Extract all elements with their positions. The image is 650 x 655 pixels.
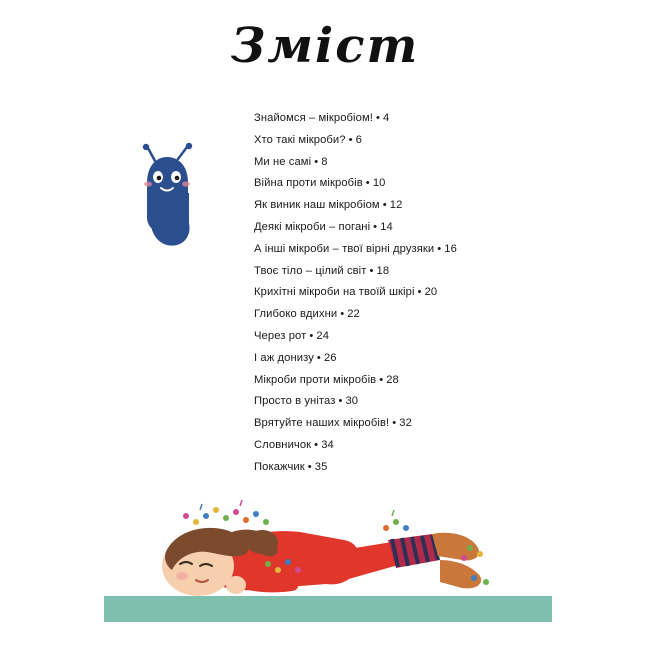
toc-entry-label: Як виник наш мікробіом (254, 199, 380, 212)
toc-entry-label: Деякі мікроби – погані (254, 220, 371, 233)
toc-entry-label: Крихітні мікроби на твоїй шкірі (254, 286, 415, 299)
toc-separator: • (437, 242, 442, 255)
toc-entry-page: 6 (355, 133, 362, 146)
toc-entry[interactable] (254, 178, 614, 189)
toc-entry-page: 24 (316, 329, 330, 342)
toc-entry[interactable] (254, 135, 614, 146)
toc-entry-label: Війна проти мікробів (254, 177, 363, 190)
toc-entry-page: 12 (389, 199, 403, 212)
toc-entry-page: 10 (372, 177, 386, 190)
toc-entry[interactable] (254, 440, 614, 451)
toc-entry[interactable] (254, 353, 614, 364)
toc-entry[interactable] (254, 331, 614, 342)
toc-entry-page: 8 (321, 155, 328, 168)
toc-separator: • (309, 329, 314, 342)
toc-separator: • (348, 133, 353, 146)
toc-entry[interactable] (254, 462, 614, 473)
toc-entry-label: Твоє тіло – цілий світ (254, 264, 367, 277)
toc-entry-label: Словничок (254, 438, 312, 451)
toc-separator: • (316, 351, 321, 364)
toc-separator: • (365, 177, 370, 190)
toc-entry-page: 18 (376, 264, 390, 277)
toc-entry[interactable] (254, 113, 614, 124)
toc-entry-label: Через рот (254, 329, 307, 342)
toc-entry[interactable] (254, 375, 614, 386)
toc-separator: • (375, 112, 380, 124)
toc-entry-page: 26 (323, 351, 337, 364)
toc-entry-label: Покажчик (254, 460, 305, 473)
toc-entry[interactable] (254, 200, 614, 211)
toc-separator: • (373, 220, 378, 233)
toc-entry[interactable] (254, 244, 614, 255)
toc-separator: • (314, 155, 319, 168)
toc-entry-page: 35 (314, 460, 328, 473)
toc-entry[interactable] (254, 287, 614, 298)
toc-entry[interactable] (254, 222, 614, 233)
toc-entry-label: І аж донизу (254, 351, 314, 364)
toc-entry[interactable] (254, 418, 614, 429)
toc-separator: • (382, 199, 387, 212)
toc-entry-page: 14 (380, 220, 393, 233)
blue-worm-illustration (131, 143, 217, 258)
toc-entry[interactable] (254, 157, 614, 168)
toc-entry-label: Мікроби проти мікробів (254, 373, 377, 386)
toc-entry-label: Хто такі мікроби? (254, 133, 346, 146)
toc-entry-page: 32 (399, 417, 412, 430)
toc-entry-label: Знайомся – мікробіом! (254, 112, 373, 124)
toc-entry-label: Врятуйте наших мікробів! (254, 417, 390, 430)
toc-entry-label: Ми не самі (254, 155, 312, 168)
toc-entry-page: 22 (347, 308, 360, 321)
toc-entry-label: А інші мікроби – твої вірні друзяки (254, 242, 435, 255)
toc-separator: • (338, 395, 343, 408)
toc-entry[interactable] (254, 309, 614, 320)
toc-entry-page: 34 (321, 438, 334, 451)
toc-entry[interactable] (254, 396, 614, 407)
toc-separator: • (314, 438, 319, 451)
toc-separator: • (417, 286, 422, 299)
page-title: Зміст (230, 18, 420, 74)
toc-entry-page: 4 (382, 112, 390, 124)
toc-entry-label: Глибоко вдихни (254, 308, 338, 321)
sleeping-girl-illustration (0, 490, 650, 650)
toc-separator: • (392, 417, 397, 430)
toc-entry-label: Просто в унітаз (254, 395, 336, 408)
toc-entry-page: 30 (345, 395, 359, 408)
toc-entry-page: 16 (444, 242, 457, 255)
toc-separator: • (307, 460, 312, 473)
toc-separator: • (340, 308, 345, 321)
toc-separator: • (369, 264, 374, 277)
toc-separator: • (379, 373, 384, 386)
toc-entry[interactable] (254, 266, 614, 277)
toc-entry-page: 28 (386, 373, 399, 386)
toc-entry-page: 20 (424, 286, 438, 299)
table-of-contents (254, 113, 614, 484)
